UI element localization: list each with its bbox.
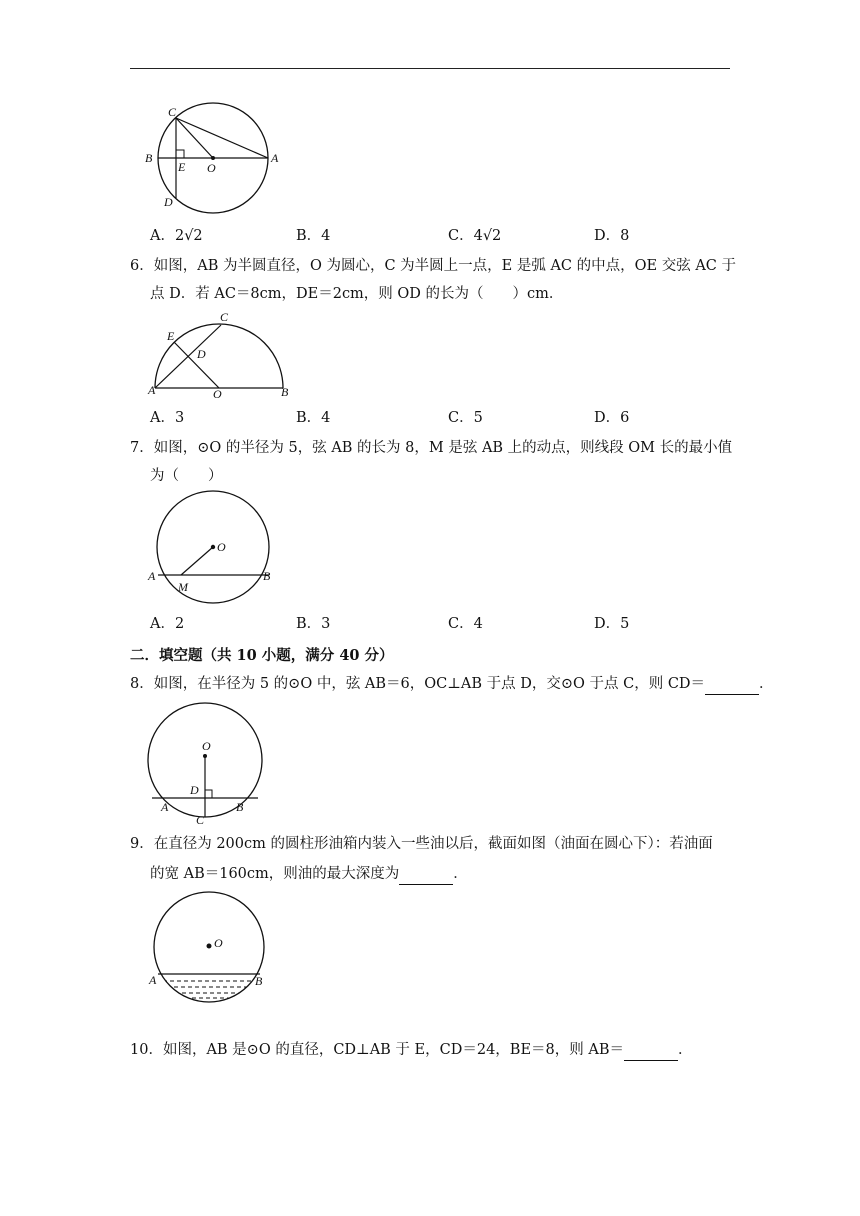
label-O: O [213,387,222,401]
q8-text-body: 8．如图，在半径为 5 的⊙O 中，弦 AB＝6，OC⊥AB 于点 D，交⊙O 于点 C，则 CD＝ [130,676,706,692]
figure-q6-semicircle [148,308,298,400]
q5-option-c: C．4√2 [448,228,502,244]
label-B: B [255,974,263,988]
q9-answer-blank[interactable] [399,864,453,885]
figure-q5-circle [140,100,290,218]
q10-answer-blank[interactable] [624,1040,678,1061]
q5-option-b: B．4 [296,228,331,244]
q6-text-line2: 点 D．若 AC＝8cm，DE＝2cm，则 OD 的长为（ ）cm． [150,286,564,302]
header-rule [130,68,730,69]
label-A: A [148,569,156,583]
q6-option-c: C．5 [448,410,483,426]
label-D: D [190,783,199,797]
q9-text-line1: 9．在直径为 200cm 的圆柱形油箱内装入一些油以后，截面如图（油面在圆心下）：若油面 [130,836,713,852]
q7-text-line2: 为（ ） [150,468,223,484]
figure-q7-circle [145,494,285,604]
label-C: C [220,310,229,324]
label-B: B [236,800,244,814]
q10-text-end: ． [678,1042,693,1058]
q9-text-end: ． [453,866,468,882]
q7-option-b: B．3 [296,616,331,632]
label-E: E [167,329,175,343]
q6-option-a: A．3 [150,410,185,426]
q7-option-d: D．5 [594,616,630,632]
q8-text-end: ． [759,676,774,692]
label-D: D [197,347,206,361]
label-O: O [202,739,211,753]
q7-option-a: A．2 [150,616,185,632]
label-E: E [178,160,186,174]
figure-q8-circle [145,700,275,828]
q8-answer-blank[interactable] [705,674,759,695]
label-B: B [281,385,289,399]
label-D: D [164,195,173,209]
q9-text-line2 [150,864,468,885]
label-B: B [263,569,271,583]
label-A: A [148,383,156,397]
q6-text-line1: 6．如图，AB 为半圆直径，O 为圆心，C 为半圆上一点，E 是弧 AC 的中点，OE 交弦 AC 于 [130,258,737,274]
q10-text [130,1040,693,1061]
q10-text-body: 10．如图，AB 是⊙O 的直径，CD⊥AB 于 E，CD＝24，BE＝8，则 AB＝ [130,1042,624,1058]
q7-option-c: C．4 [448,616,483,632]
q6-option-b: B．4 [296,410,331,426]
q9-text-line2-body: 的宽 AB＝160cm，则油的最大深度为 [150,866,400,882]
figure-q9-oil-tank [145,890,275,1008]
label-C: C [196,813,205,827]
label-O: O [207,161,216,175]
label-O: O [214,936,223,950]
q7-text-line1: 7．如图，⊙O 的半径为 5，弦 AB 的长为 8，M 是弦 AB 上的动点，则线段 OM 长的最小值 [130,440,733,456]
q6-option-d: D．6 [594,410,630,426]
label-A: A [161,800,169,814]
label-B: B [145,151,153,165]
q5-option-a: A．2√2 [150,228,203,244]
q5-option-d: D．8 [594,228,630,244]
label-C: C [168,105,177,119]
section-title: 二．填空题（共 10 小题，满分 40 分） [130,647,394,664]
label-M: M [178,580,188,594]
label-A: A [271,151,279,165]
q8-text [130,674,774,695]
label-A: A [149,973,157,987]
label-O: O [217,540,226,554]
